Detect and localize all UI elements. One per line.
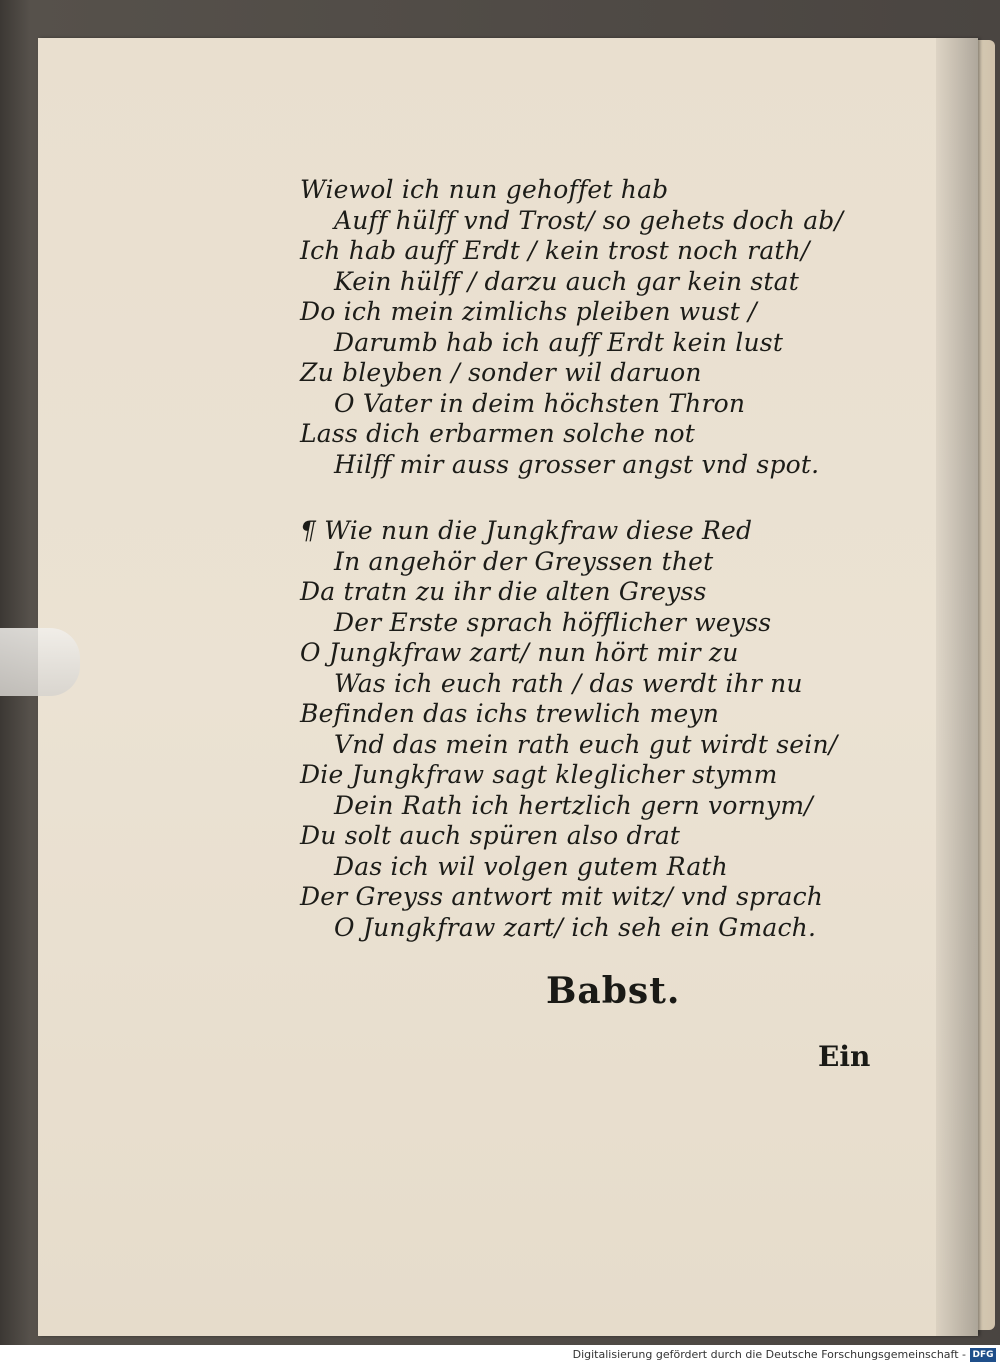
verse-line: Lass dich erbarmen solche not bbox=[300, 419, 696, 448]
catchword: Ein bbox=[818, 1040, 871, 1073]
verse-line: Zu bleyben / sonder wil daruon bbox=[300, 358, 702, 387]
verse-line: Darumb hab ich auff Erdt kein lust bbox=[334, 327, 784, 357]
verse-line: In angehör der Greyssen thet bbox=[334, 546, 714, 576]
footer-credit: Digitalisierung gefördert durch die Deutsche Forschungsgemeinschaft - bbox=[572, 1348, 966, 1361]
verse-line: Do ich mein zimlichs pleiben wust / bbox=[300, 297, 757, 326]
dfg-logo-icon: DFG bbox=[970, 1348, 996, 1362]
verse-line: Das ich wil volgen gutem Rath bbox=[334, 851, 728, 881]
verse-line: Was ich euch rath / das werdt ihr nu bbox=[334, 668, 803, 698]
verse-line: Dein Rath ich hertzlich gern vornym/ bbox=[334, 790, 813, 820]
stanza-gap bbox=[300, 480, 880, 516]
verse-line: Die Jungkfraw sagt kleglicher stymm bbox=[300, 760, 778, 789]
footer-bar bbox=[0, 1345, 1000, 1365]
verse-line: Auff hülff vnd Trost/ so gehets doch ab/ bbox=[334, 205, 844, 235]
section-heading: Babst. bbox=[546, 970, 681, 1012]
verse-line: Der Greyss antwort mit witz/ vnd sprach bbox=[300, 882, 824, 911]
verse-line: Kein hülff / darzu auch gar kein stat bbox=[334, 266, 800, 296]
poem-text bbox=[300, 175, 880, 943]
verse-line: Wiewol ich nun gehoffet hab bbox=[300, 175, 669, 204]
verse-line: Befinden das ichs trewlich meyn bbox=[300, 699, 720, 728]
verse-line: O Jungkfraw zart/ nun hört mir zu bbox=[300, 638, 739, 667]
page-gutter-shadow bbox=[936, 38, 978, 1336]
verse-line: Da tratn zu ihr die alten Greyss bbox=[300, 577, 707, 606]
verse-line: Der Erste sprach höfflicher weyss bbox=[334, 607, 772, 637]
page-marker-tab bbox=[0, 628, 80, 696]
verse-line: O Vater in deim höchsten Thron bbox=[334, 388, 746, 418]
verse-line: Ich hab auff Erdt / kein trost noch rath/ bbox=[300, 236, 810, 265]
verse-line: Vnd das mein rath euch gut wirdt sein/ bbox=[334, 729, 838, 759]
verse-line: O Jungkfraw zart/ ich seh ein Gmach. bbox=[334, 912, 817, 942]
stanza-2 bbox=[300, 516, 880, 943]
verse-line: ¶ Wie nun die Jungkfraw diese Red bbox=[300, 516, 753, 545]
verse-line: Du solt auch spüren also drat bbox=[300, 821, 681, 850]
stanza-1 bbox=[300, 175, 880, 480]
verse-line: Hilff mir auss grosser angst vnd spot. bbox=[334, 449, 820, 479]
